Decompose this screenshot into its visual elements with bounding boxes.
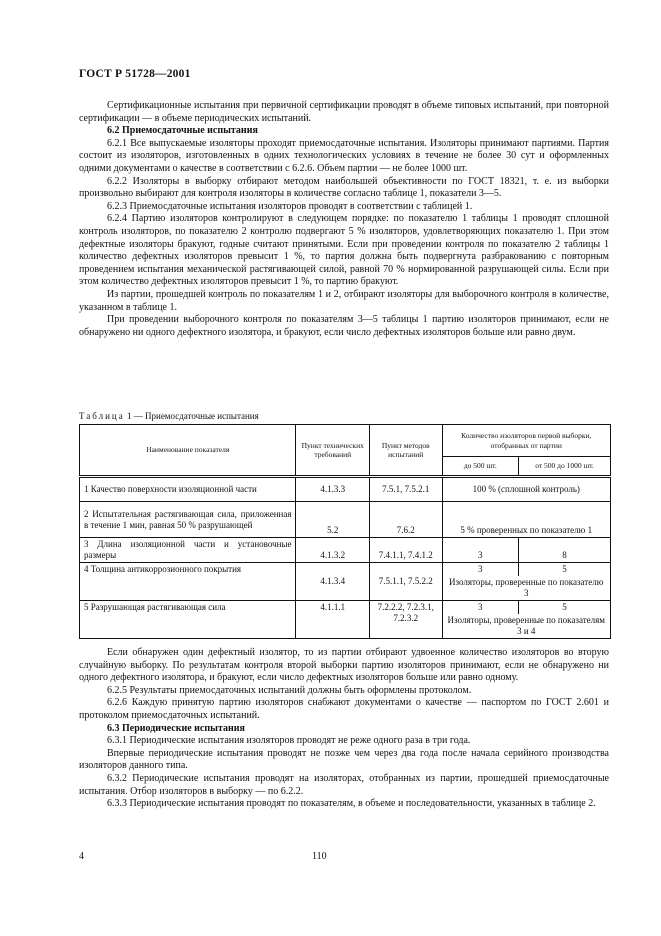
row-method: 7.4.1.1, 7.4.1.2 — [370, 538, 443, 563]
row-method: 7.6.2 — [370, 502, 443, 538]
paragraph: 6.2.2 Изоляторы в выборку отбирают методом наибольшей объективности по ГОСТ 18321, т. е. из выборки произвольно выбирают для контроля изоляторы в количестве согласно таблице 1, показатели 3—5. — [79, 175, 609, 200]
paragraph: При проведении выборочного контроля по показателям 3—5 таблицы 1 партию изоляторов принимают, если не обнаружено ни одного дефектного изолятора, и бракуют, если число дефектных изоляторов больше или равно двум. — [79, 314, 609, 338]
row-name: 3 Длина изоляционной части и установочные размеры — [80, 538, 296, 563]
document-header: ГОСТ Р 51728—2001 — [79, 68, 191, 80]
footer-page-number: 4 — [79, 851, 84, 862]
row-name: 2 Испытательная растягивающая сила, приложенная в течение 1 мин, равная 50 % разрушающей — [80, 502, 296, 538]
paragraph: 6.2.5 Результаты приемосдаточных испытаний должны быть оформлены протоколом. — [107, 684, 472, 696]
table-row — [80, 502, 611, 538]
header-quantity-500-1000: от 500 до 1000 шт. — [519, 457, 611, 477]
table-row — [80, 563, 611, 577]
row-quantity: 5 % проверенных по показателю 1 — [442, 502, 611, 538]
header-name: Наименование показателя — [80, 425, 296, 477]
acceptance-tests-table — [79, 424, 611, 639]
table-caption — [79, 411, 259, 421]
row-method: 7.2.2.2, 7.2.3.1, 7.2.3.2 — [370, 601, 443, 639]
row-method: 7.5.1, 7.5.2.1 — [370, 477, 443, 502]
row-method: 7.5.1.1, 7.5.2.2 — [370, 563, 443, 601]
paragraph: 6.2.6 Каждую принятую партию изоляторов снабжают документами о качестве — паспортом по ГОСТ 2.601 и протоколом приемосдаточных испытаний. — [79, 697, 609, 721]
paragraph: 6.2.4 Партию изоляторов контролируют в следующем порядке: по показателю 1 таблицы 1 проводят сплошной контроль изоляторов, по показателю 2 контролю подвергают 5 % изоляторов, удовлетворяющих показателю 1. При этом дефектные изоляторы бракуют, годные считают принятыми. Если при проведении контроля по показателю 2 таблицы 1 количество дефектных изоляторов превысит 1 %, то партия должна быть подвергнута разбракованию с повторным проведением испытания механической растягивающей силой, равной 70 % нормированной разрушающей силы. Если при этом количество дефектных изоляторов превысит 1 %, то партию бракуют. — [79, 213, 609, 288]
row-quantity-a: 3 — [442, 538, 519, 563]
row-requirement: 4.1.3.4 — [296, 563, 370, 601]
row-quantity-note: Изоляторы, проверенные по показателю 3 — [442, 576, 611, 601]
header-quantity: Количество изоляторов первой выборки, отобранных от партии — [442, 425, 611, 457]
paragraph: Из партии, прошедшей контроль по показателям 1 и 2, отбирают изоляторы для выборочного контроля в количестве, указанном в таблице 1. — [79, 288, 609, 313]
header-quantity-under-500: до 500 шт. — [442, 457, 519, 477]
paragraph: Впервые периодические испытания проводят не позже чем через два года после начала серийного производства изоляторов данного типа. — [79, 747, 609, 772]
footer-sheet-number: 110 — [312, 851, 327, 862]
row-name: 5 Разрушающая растягивающая сила — [80, 601, 296, 639]
header-methods: Пункт методов испытаний — [370, 425, 443, 477]
text-section-1 — [79, 100, 609, 339]
paragraph: 6.2.3 Приемосдаточные испытания изоляторов проводят в соответствии с таблицей 1. — [107, 200, 473, 212]
row-requirement: 4.1.1.1 — [296, 601, 370, 639]
row-quantity-b: 8 — [519, 538, 611, 563]
section-heading: 6.2 Приемосдаточные испытания — [107, 125, 258, 137]
row-requirement: 4.1.3.3 — [296, 477, 370, 502]
section-heading: 6.3 Периодические испытания — [107, 722, 245, 734]
table-caption-title: 1 — Приемосдаточные испытания — [127, 411, 259, 421]
paragraph: 6.3.3 Периодические испытания проводят по показателям, в объеме и последовательности, указанных в таблице 2. — [107, 798, 596, 810]
paragraph: 6.3.1 Периодические испытания изоляторов проводят не реже одного раза в три года. — [107, 735, 471, 747]
paragraph: 6.3.2 Периодические испытания проводят на изоляторах, отобранных из партии, прошедшей приемосдаточные испытания. Отбор изоляторов в выборку — по 6.2.2. — [79, 772, 609, 797]
paragraph: Если обнаружен один дефектный изолятор, то из партии отбирают удвоенное количество изоляторов во вторую случайную выборку. По результатам контроля второй выборки партию изоляторов принимают, если не обнаружено ни одного дефектного изолятора, и бракуют, если число дефектных изоляторов больше или равно одному. — [79, 647, 609, 684]
row-name: 1 Качество поверхности изоляционной части — [80, 477, 296, 502]
row-quantity-b: 5 — [519, 563, 611, 577]
text-section-2 — [79, 647, 609, 811]
row-quantity-a: 3 — [442, 563, 519, 577]
row-quantity: 100 % (сплошной контроль) — [442, 477, 611, 502]
table-caption-word: Таблица — [79, 411, 125, 421]
paragraph: Сертификационные испытания при первичной сертификации проводят в объеме типовых испытаний, при повторной сертификации — в объеме периодических испытаний. — [79, 100, 609, 124]
paragraph: 6.2.1 Все выпускаемые изоляторы проходят приемосдаточные испытания. Изоляторы принимают партиями. Партия состоит из изоляторов, изготовленных в одних технологических условиях в течение не более 30 сут и оформленных одними документами о качестве в соответствии с 6.2.6. Объем партии — не более 1000 шт. — [79, 137, 609, 174]
row-name: 4 Толщина антикоррозионного покрытия — [80, 563, 296, 601]
table-row — [80, 538, 611, 563]
table-row — [80, 477, 611, 502]
row-requirement: 4.1.3.2 — [296, 538, 370, 563]
header-requirements: Пункт технических требований — [296, 425, 370, 477]
row-quantity-note: Изоляторы, проверенные по показателям 3 и 4 — [442, 614, 611, 639]
row-requirement: 5.2 — [296, 502, 370, 538]
row-quantity-b: 5 — [519, 601, 611, 615]
row-quantity-a: 3 — [442, 601, 519, 615]
table-row — [80, 601, 611, 615]
